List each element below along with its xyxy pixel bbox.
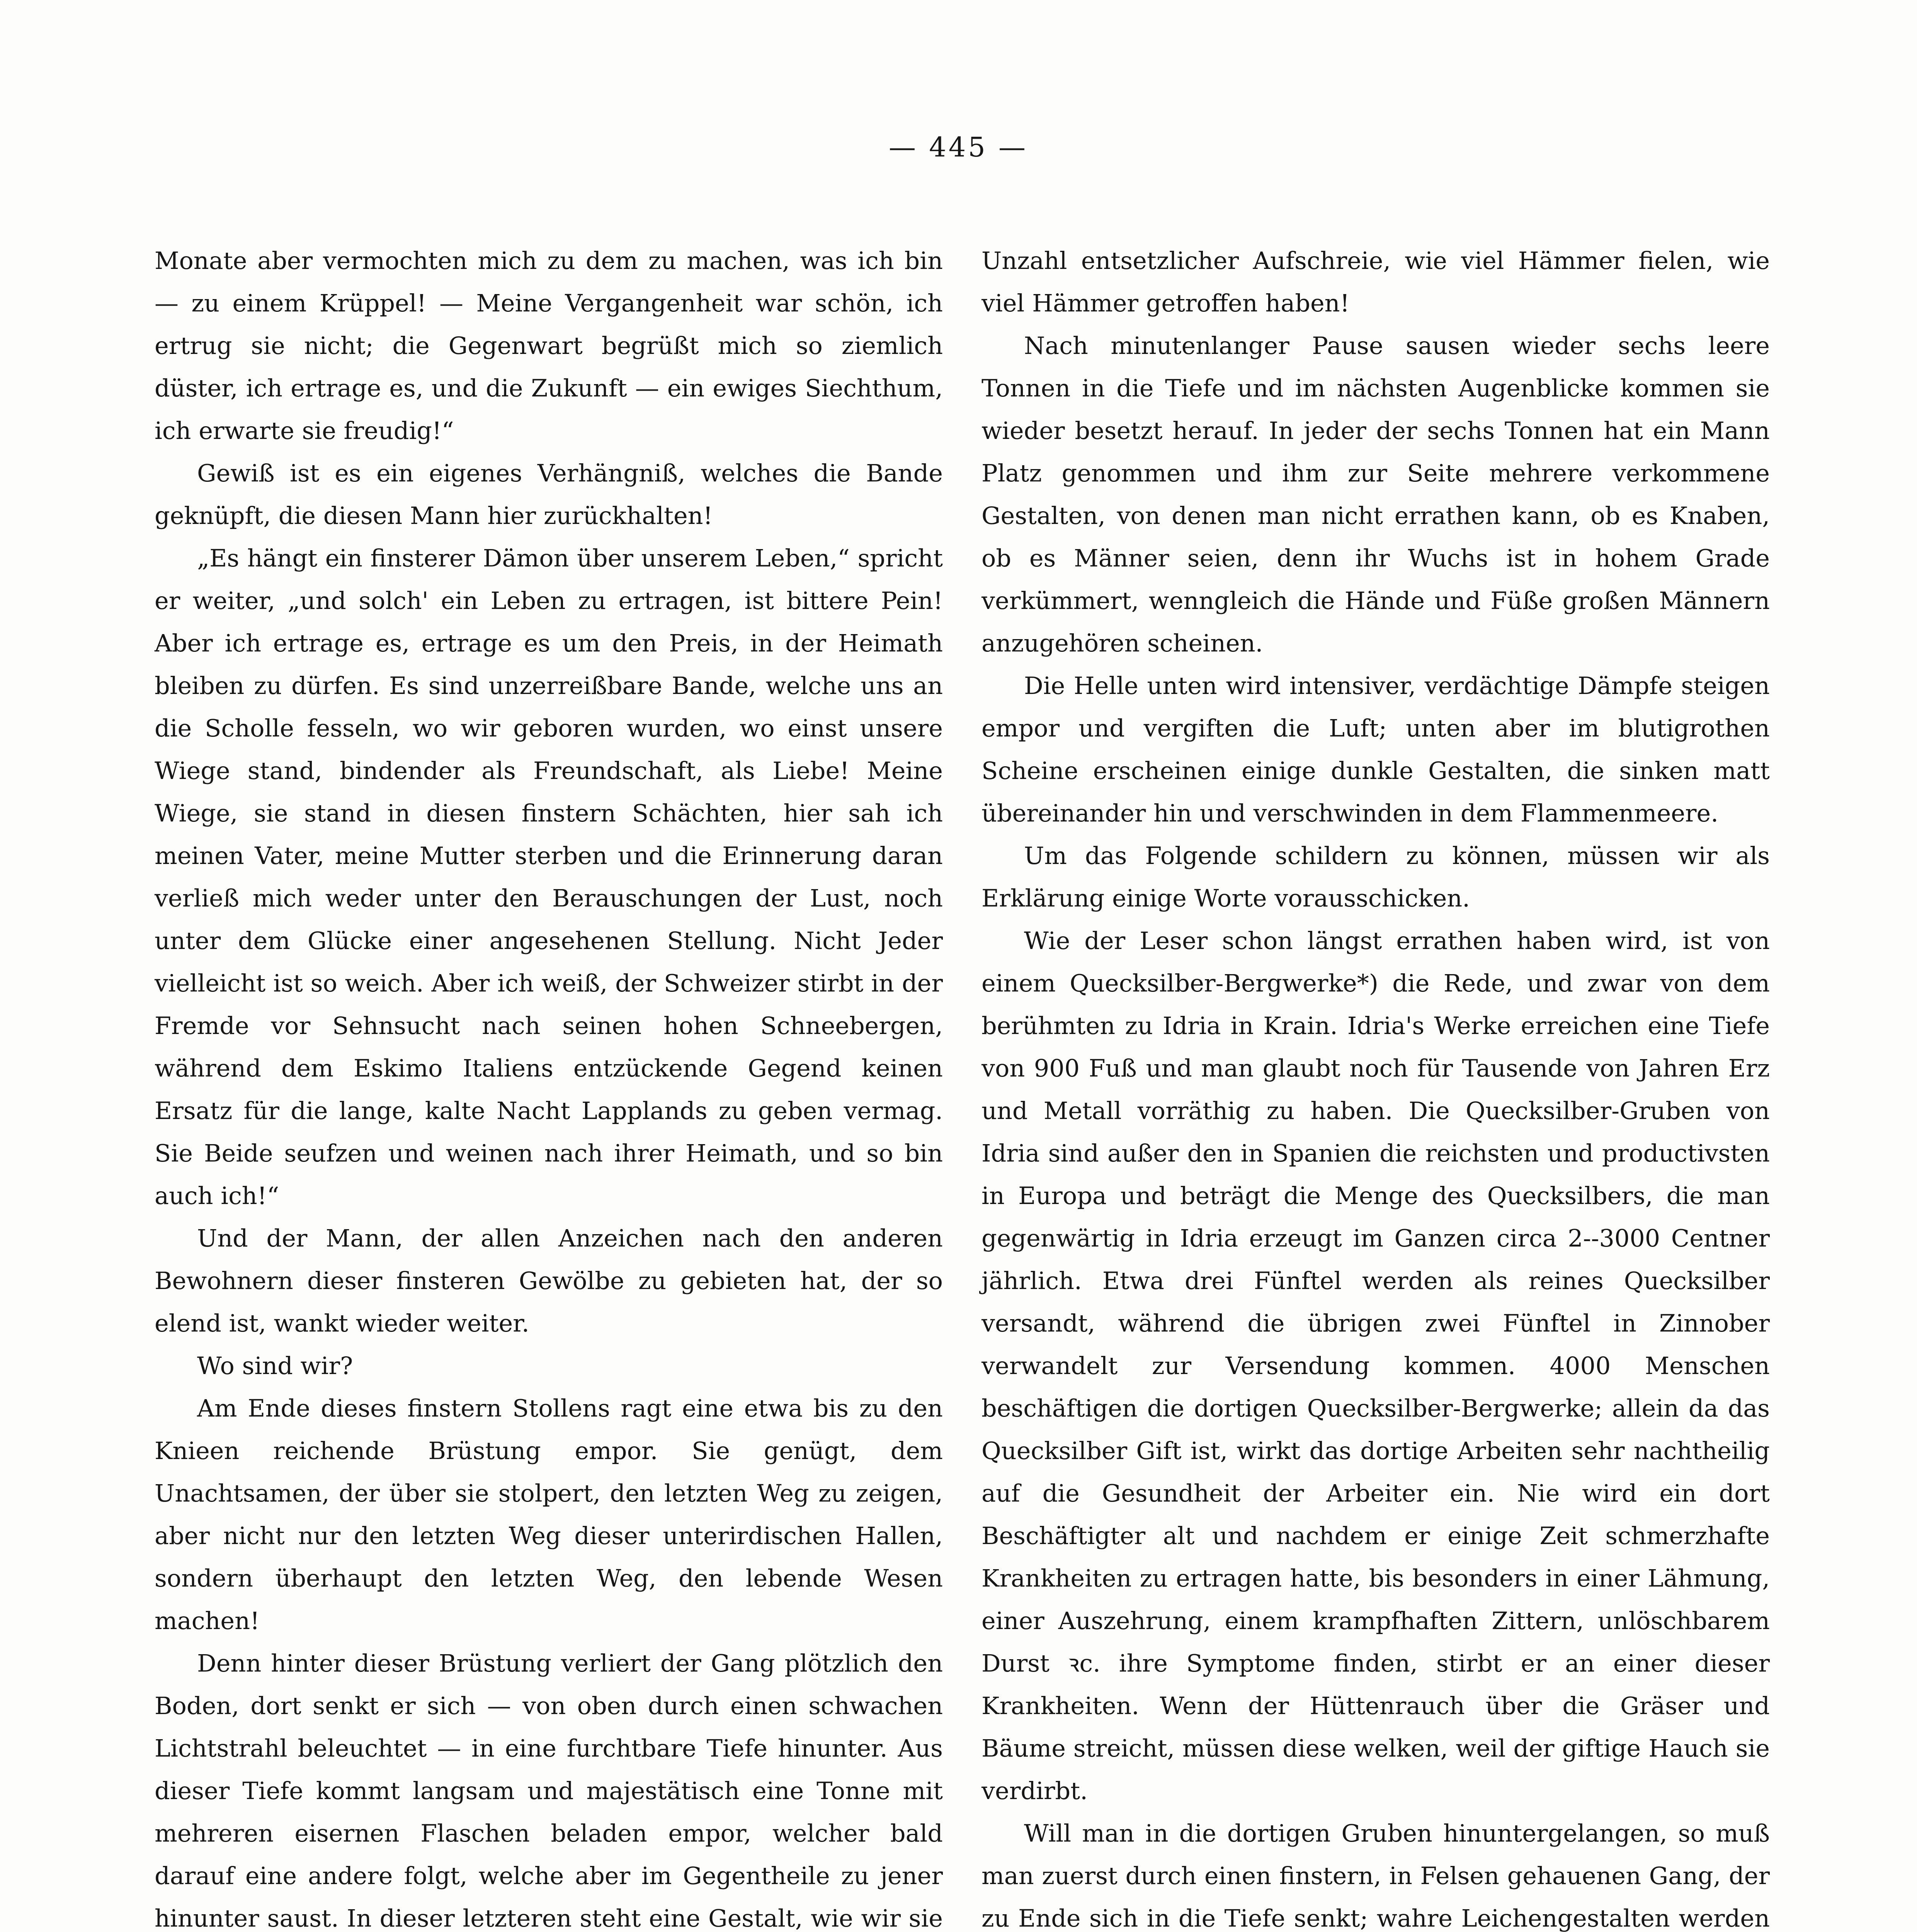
paragraph: Am Ende dieses finstern Stollens ragt eine etwa bis zu den Knieen reichende Brüstung empor. Sie genügt, dem Unachtsamen, der über sie stolpert, den letzten Weg zu zeigen, aber nicht nur den letzten Weg dieser unterirdischen Hallen, sondern überhaupt den letzten Weg, den lebende Wesen machen! bbox=[155, 1394, 943, 1635]
paragraph: Unzahl entsetzlicher Aufschreie, wie viel Hämmer fielen, wie viel Hämmer getroffen haben! bbox=[981, 247, 1770, 317]
paragraph: Nach minutenlanger Pause sausen wieder sechs leere Tonnen in die Tiefe und im nächsten Augenblicke kommen sie wieder besetzt herauf. In jeder der sechs Tonnen hat ein Mann Platz genommen und ihm zur Seite mehrere verkommene Gestalten, von denen man nicht errathen kann, ob es Knaben, ob es Männer seien, denn ihr Wuchs ist in hohem Grade verkümmert, wenngleich die Hände und Füße großen Männern anzugehören scheinen. bbox=[981, 332, 1770, 657]
paragraph: Will man in die dortigen Gruben hinuntergelangen, so muß man zuerst durch einen finstern, in Felsen gehauenen Gang, der zu Ende sich in die Tiefe senkt; wahre Leichengestalten werden bbox=[981, 1819, 1770, 1932]
left-column bbox=[155, 240, 943, 1932]
right-column bbox=[981, 240, 1770, 1932]
page-number: — 445 — bbox=[888, 131, 1028, 163]
paragraph: Wo sind wir? bbox=[197, 1352, 353, 1380]
paragraph: Gewiß ist es ein eigenes Verhängniß, welches die Bande geknüpft, die diesen Mann hier zurückhalten! bbox=[155, 459, 943, 530]
paragraph: „Es hängt ein finsterer Dämon über unserem Leben,“ spricht er weiter, „und solch' ein Leben zu ertragen, ist bittere Pein! Aber ich ertrage es, ertrage es um den Preis, in der Heimath bleiben zu dürfen. Es sind unzerreißbare Bande, welche uns an die Scholle fesseln, wo wir geboren wurden, wo einst unsere Wiege stand, bindender als Freundschaft, als Liebe! Meine Wiege, sie stand in diesen finstern Schächten, hier sah ich meinen Vater, meine Mutter sterben und die Erinnerung daran verließ mich weder unter den Berauschungen der Lust, noch unter dem Glücke einer angesehenen Stellung. Nicht Jeder vielleicht ist so weich. Aber ich weiß, der Schweizer stirbt in der Fremde vor Sehnsucht nach seinen hohen Schneebergen, während dem Eskimo Italiens entzückende Gegend keinen Ersatz für die lange, kalte Nacht Lapplands zu geben vermag. Sie Beide seufzen und weinen nach ihrer Heimath, und so bin auch ich!“ bbox=[155, 544, 943, 1210]
paragraph: Denn hinter dieser Brüstung verliert der Gang plötzlich den Boden, dort senkt er sich — von oben durch einen schwachen Lichtstrahl beleuchtet — in eine furchtbare Tiefe hinunter. Aus dieser Tiefe kommt langsam und majestätisch eine Tonne mit mehreren eisernen Flaschen beladen empor, welcher bald darauf eine andere folgt, welche aber im Gegentheile zu jener hinunter saust. In dieser letzteren steht eine Gestalt, wie wir sie bbox=[155, 1649, 943, 1932]
paragraph: Die Helle unten wird intensiver, verdächtige Dämpfe steigen empor und vergiften die Luft; unten aber im blutigrothen Scheine erscheinen einige dunkle Gestalten, die sinken matt übereinander hin und verschwinden in dem Flammenmeere. bbox=[981, 672, 1770, 827]
paragraph: Um das Folgende schildern zu können, müssen wir als Erklärung einige Worte vorausschicken. bbox=[981, 842, 1770, 912]
paragraph: Wie der Leser schon längst errathen haben wird, ist von einem Quecksilber-Bergwerke*) die Rede, und zwar von dem berühmten zu Idria in Krain. Idria's Werke erreichen eine Tiefe von 900 Fuß und man glaubt noch für Tausende von Jahren Erz und Metall vorräthig zu haben. Die Quecksilber-Gruben von Idria sind außer den in Spanien die reichsten und productivsten in Europa und beträgt die Menge des Quecksilbers, die man gegenwärtig in Idria erzeugt im Ganzen circa 2--3000 Centner jährlich. Etwa drei Fünftel werden als reines Quecksilber versandt, während die übrigen zwei Fünftel in Zinnober verwandelt zur Versendung kommen. 4000 Menschen beschäftigen die dortigen Quecksilber-Bergwerke; allein da das Quecksilber Gift ist, wirkt das dortige Arbeiten sehr nachtheilig auf die Gesundheit der Arbeiter ein. Nie wird ein dort Beschäftigter alt und nachdem er einige Zeit schmerzhafte Krankheiten zu ertragen hatte, bis besonders in einer Lähmung, einer Auszehrung, einem krampfhaften Zittern, unlöschbarem Durst ꝛc. ihre Symptome finden, stirbt er an einer dieser Krankheiten. Wenn der Hüttenrauch über die Gräser und Bäume streicht, müssen diese welken, weil der giftige Hauch sie verdirbt. bbox=[981, 927, 1770, 1805]
paragraph: Und der Mann, der allen Anzeichen nach den anderen Bewohnern dieser finsteren Gewölbe zu gebieten hat, der so elend ist, wankt wieder weiter. bbox=[155, 1224, 943, 1337]
paragraph: Monate aber vermochten mich zu dem zu machen, was ich bin — zu einem Krüppel! — Meine Vergangenheit war schön, ich ertrug sie nicht; die Gegenwart begrüßt mich so ziemlich düster, ich ertrage es, und die Zukunft — ein ewiges Siechthum, ich erwarte sie freudig!“ bbox=[155, 247, 943, 445]
